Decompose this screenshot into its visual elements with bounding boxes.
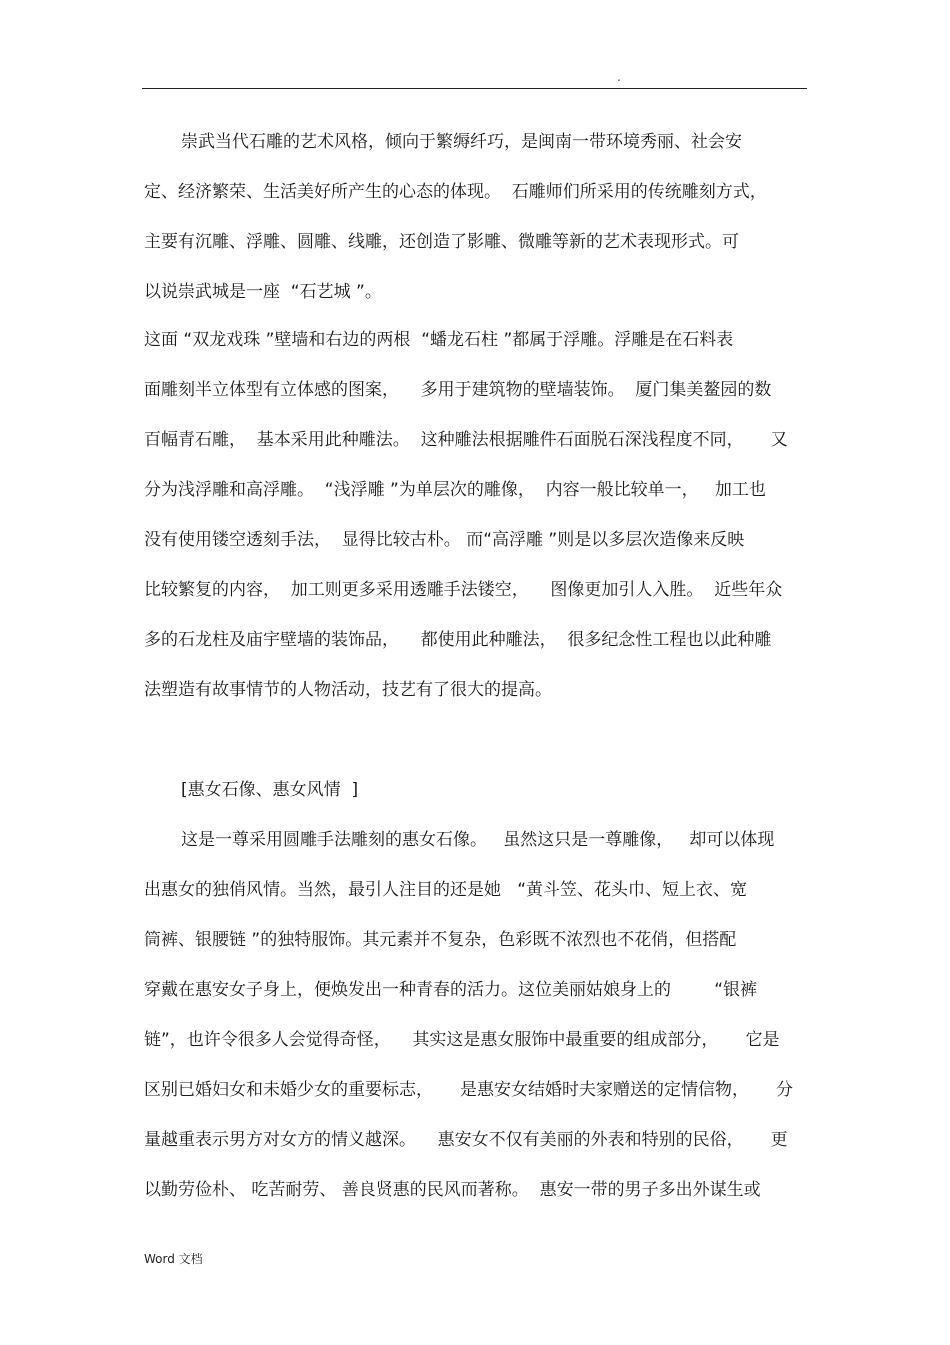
text-line: 以勤劳俭朴、 吃苦耐劳、 善良贤惠的民风而著称。 惠安一带的男子多出外谋生或 — [144, 1180, 761, 1200]
text-line: 没有使用镂空透刻手法， 显得比较古朴。 而“高浮雕 ”则是以多层次造像来反映 — [144, 530, 745, 550]
header-rule — [142, 88, 807, 89]
text-line: 这是一尊采用圆雕手法雕刻的惠女石像。 虽然这只是一尊雕像， 却可以体现 — [181, 830, 775, 850]
footer-label: Word 文档 — [144, 1252, 203, 1266]
text-line: 比较繁复的内容， 加工则更多采用透雕手法镂空， 图像更加引人入胜。 近些年众 — [144, 580, 783, 600]
text-line: 以说崇武城是一座 “石艺城 ”。 — [144, 282, 382, 302]
text-line: 出惠女的独俏风情。当然，最引人注目的还是她 “黄斗笠、花头巾、短上衣、宽 — [144, 880, 748, 900]
text-line: 分为浅浮雕和高浮雕。 “浅浮雕 ”为单层次的雕像， 内容一般比较单一， 加工也 — [144, 480, 766, 500]
text-line: 崇武当代石雕的艺术风格，倾向于繁缛纤巧，是闽南一带环境秀丽、社会安 — [181, 132, 742, 152]
text-line: 量越重表示男方对女方的情义越深。 惠安女不仅有美丽的外表和特别的民俗， 更 — [144, 1130, 788, 1150]
header-mark: . — [617, 70, 621, 84]
text-line: 定、经济繁荣、生活美好所产生的心态的体现。 石雕师们所采用的传统雕刻方式， — [144, 182, 767, 202]
text-line: 链”，也许令很多人会觉得奇怪， 其实这是惠女服饰中最重要的组成部分， 它是 — [144, 1030, 780, 1050]
text-line: 区别已婚妇女和未婚少女的重要标志， 是惠安女结婚时夫家赠送的定情信物， 分 — [144, 1080, 794, 1100]
text-line: 主要有沉雕、浮雕、圆雕、线雕，还创造了影雕、微雕等新的艺术表现形式。可 — [144, 232, 739, 252]
text-line: 穿戴在惠安女子身上，便焕发出一种青春的活力。这位美丽姑娘身上的 “银裤 — [144, 980, 758, 1000]
text-line: 多的石龙柱及庙宇壁墙的装饰品， 都使用此种雕法， 很多纪念性工程也以此种雕 — [144, 630, 772, 650]
text-line: 法塑造有故事情节的人物活动，技艺有了很大的提高。 — [144, 680, 552, 700]
section-heading: [惠女石像、惠女风情 ] — [181, 780, 359, 800]
text-line: 面雕刻半立体型有立体感的图案， 多用于建筑物的壁墙装饰。 厦门集美鳌园的数 — [144, 380, 772, 400]
text-line: 筒裤、银腰链 ”的独特服饰。其元素并不复杂，色彩既不浓烈也不花俏，但搭配 — [144, 930, 737, 950]
text-line: 百幅青石雕， 基本采用此种雕法。 这种雕法根据雕件石面脱石深浅程度不同， 又 — [144, 430, 788, 450]
text-line: 这面 “双龙戏珠 ”壁墙和右边的两根 “蟠龙石柱 ”都属于浮雕。浮雕是在石料表 — [144, 330, 734, 350]
